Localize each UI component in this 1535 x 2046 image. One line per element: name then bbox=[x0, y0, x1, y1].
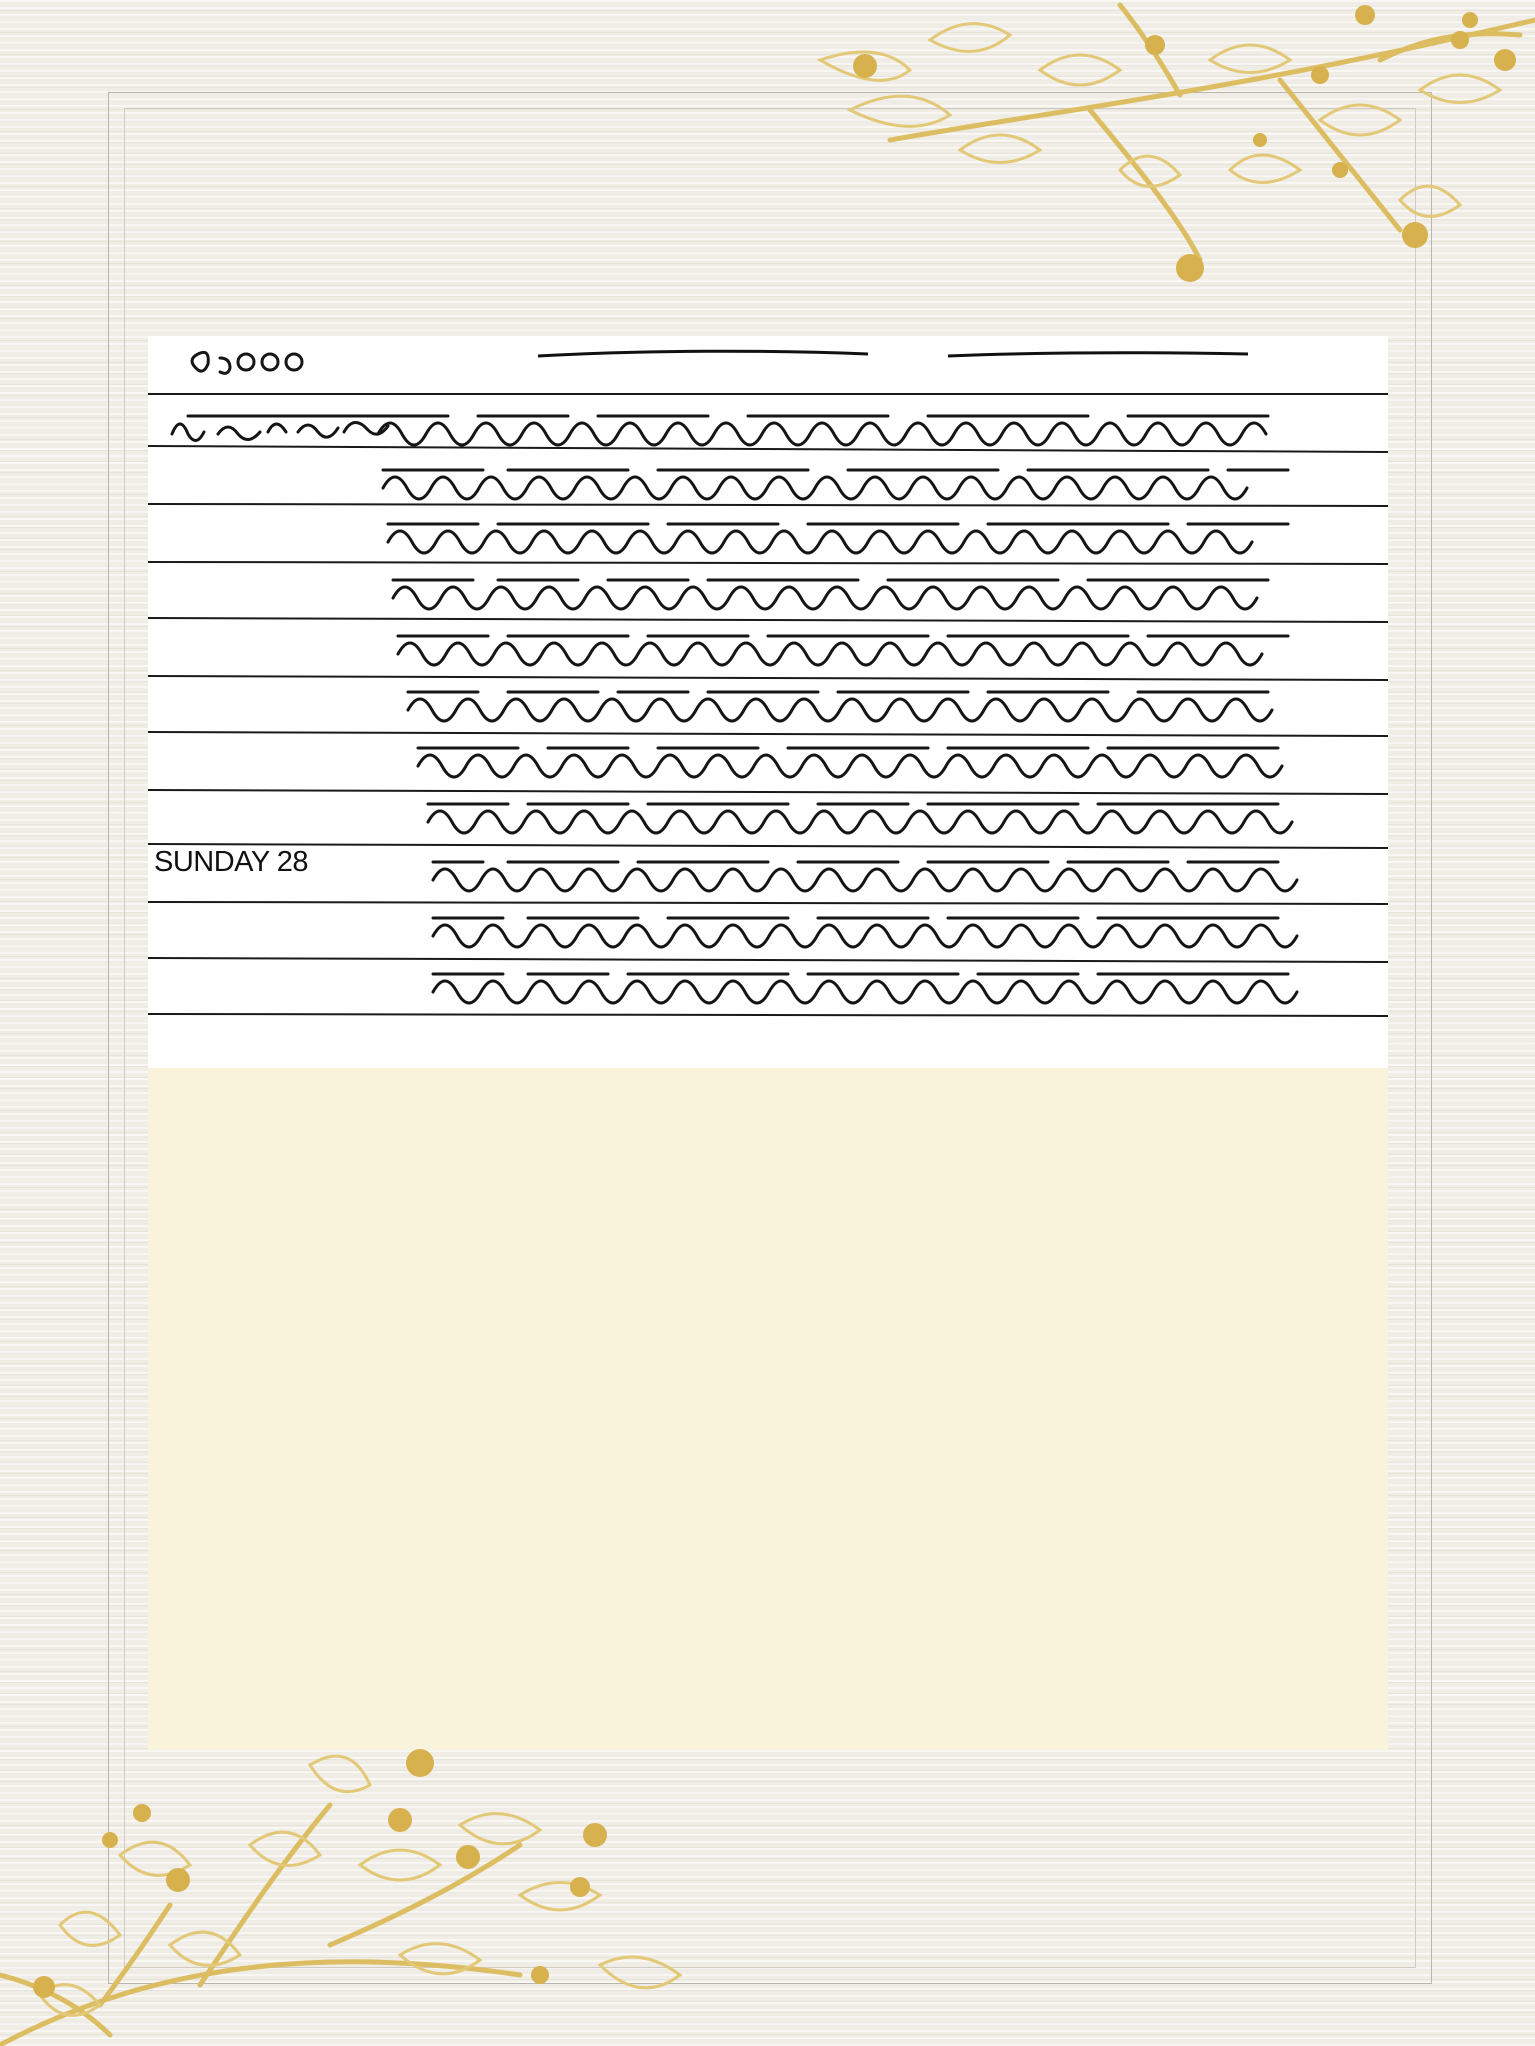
blank-cream-panel bbox=[148, 1068, 1388, 1750]
handwritten-text bbox=[148, 336, 1388, 1070]
gold-foliage-bottom-left bbox=[0, 1745, 780, 2046]
handwritten-note-sheet bbox=[148, 336, 1388, 1070]
gold-foliage-top-right bbox=[760, 0, 1535, 300]
section-date-label: SUNDAY 28 bbox=[154, 846, 308, 878]
